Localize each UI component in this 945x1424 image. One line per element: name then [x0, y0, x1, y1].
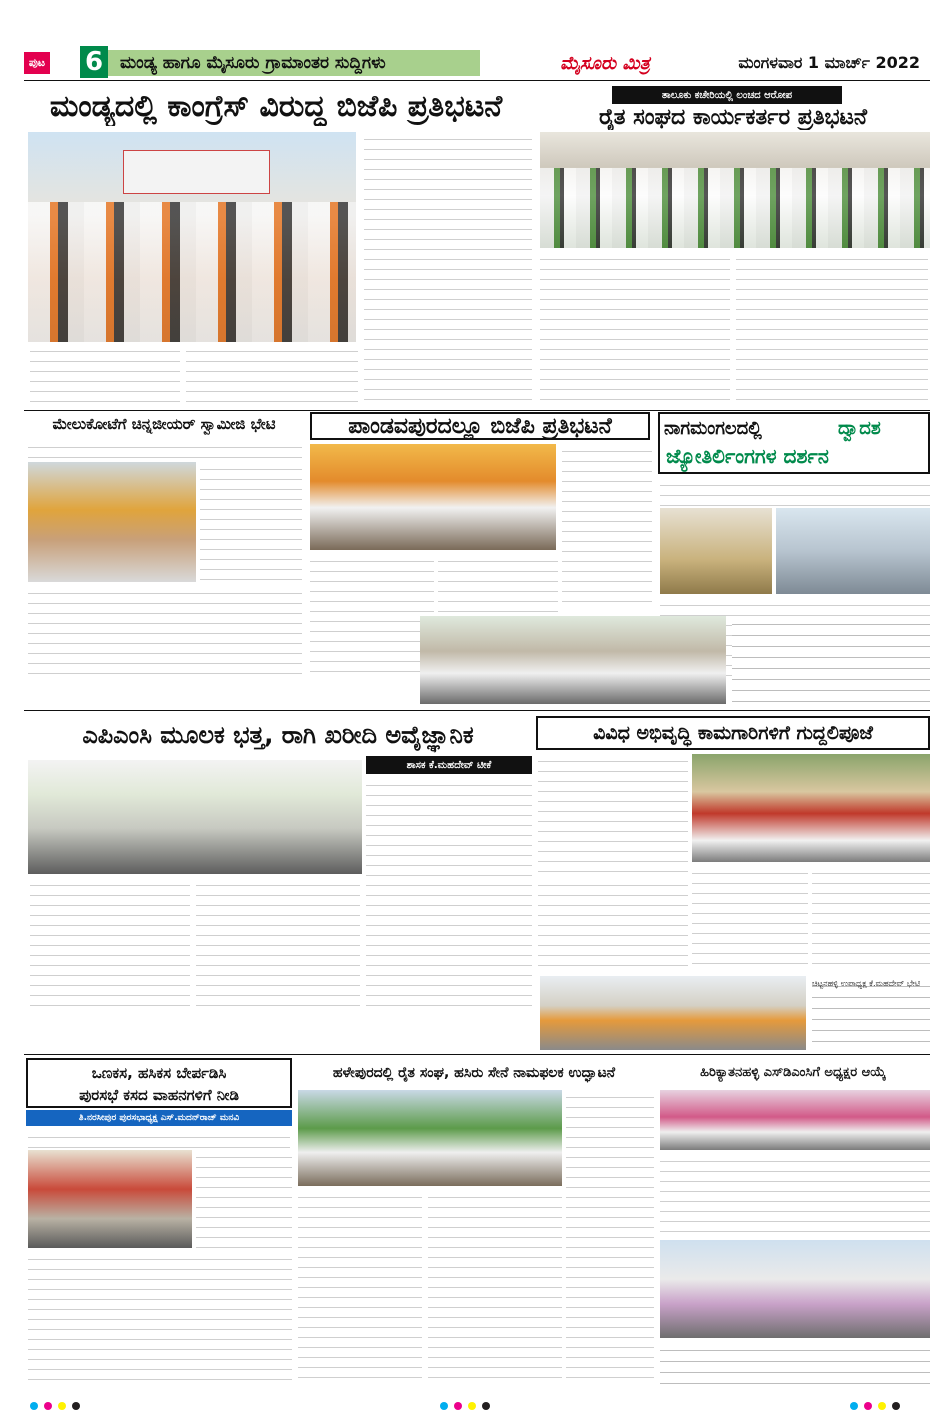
- registration-marks: [440, 1402, 490, 1410]
- page-number: 6: [80, 46, 108, 78]
- story-text: [30, 878, 190, 1014]
- story-text: [28, 440, 302, 458]
- photo-halepura: [298, 1090, 562, 1186]
- yellow-dot: [58, 1402, 66, 1410]
- crowd: [540, 168, 930, 248]
- photo-caption: [732, 616, 930, 704]
- crowd: [28, 202, 356, 342]
- headline-part: ಜ್ಯೋತಿರ್ಲಿಂಗಗಳ ದರ್ಶನ: [666, 444, 829, 468]
- story-text: [196, 878, 360, 1014]
- divider: [24, 1054, 930, 1055]
- magenta-dot: [864, 1402, 872, 1410]
- story-text: [538, 754, 688, 874]
- photo-waste-vehicles: [28, 1150, 192, 1248]
- tag-mahadev: ಶಾಸಕ ಕೆ.ಮಹದೇವ್ ಟೀಕೆ: [366, 756, 532, 774]
- photo-srirangapatna: [420, 616, 726, 704]
- story-text: [298, 1190, 422, 1386]
- photo-sdmc: [660, 1090, 930, 1150]
- story-text: [562, 444, 652, 610]
- story-text: [310, 554, 434, 676]
- cyan-dot: [30, 1402, 38, 1410]
- story-text: [660, 1154, 930, 1236]
- photo-gudlipooje: [692, 754, 930, 862]
- photo-anganwadi: [660, 1240, 930, 1338]
- photo-swamiji: [28, 462, 196, 582]
- headline-part: ದ್ವಾದಶ: [838, 418, 881, 439]
- page-label: ಪುಟ: [24, 52, 50, 74]
- headline-gudlipooje: ವಿವಿಧ ಅಭಿವೃದ್ಧಿ ಕಾಮಗಾರಿಗಳಿಗೆ ಗುದ್ದಲಿಪೂಜೆ: [593, 722, 873, 744]
- story-text: [196, 1150, 292, 1248]
- headline-part: ಒಣಕಸ, ಹಸಿಕಸ ಬೇರ್ಪಡಿಸಿ: [91, 1064, 227, 1082]
- story-text: [540, 252, 730, 408]
- photo-caption: ಚಿಟ್ಟನಹಳ್ಳಿ ಉಪಾಧ್ಯಕ್ಷ ಕೆ.ಮಹದೇವ್ ಭೇಟಿ: [812, 978, 930, 1048]
- story-text: [366, 778, 532, 1014]
- story-text: [566, 1090, 654, 1386]
- yellow-dot: [878, 1402, 886, 1410]
- photo-caption: [660, 1342, 930, 1386]
- kicker-bribe: ತಾಲೂಕು ಕಚೇರಿಯಲ್ಲಿ ಲಂಚದ ಆರೋಪ: [612, 86, 842, 104]
- story-text: [660, 478, 930, 506]
- story-text: [186, 344, 358, 408]
- issue-date: ಮಂಗಳವಾರ 1 ಮಾರ್ಚ್ 2022: [738, 53, 920, 72]
- black-dot: [72, 1402, 80, 1410]
- cyan-dot: [440, 1402, 448, 1410]
- headline-box-waste: [26, 1058, 292, 1108]
- headline-pandavapura: ಪಾಂಡವಪುರದಲ್ಲೂ ಬಿಜೆಪಿ ಪ್ರತಿಭಟನೆ: [310, 412, 650, 440]
- yellow-dot: [468, 1402, 476, 1410]
- story-text: [28, 1252, 292, 1386]
- magenta-dot: [454, 1402, 462, 1410]
- headline-mandya-protest: ಮಂಡ್ಯದಲ್ಲಿ ಕಾಂಗ್ರೆಸ್ ವಿರುದ್ಧ ಬಿಜೆಪಿ ಪ್ರತಿಭಟನೆ: [49, 88, 503, 124]
- photo-raitha-protest: [540, 132, 930, 248]
- headline-part: ನಾಗಮಂಗಲದಲ್ಲಿ: [664, 418, 762, 439]
- story-text: [692, 866, 808, 972]
- story-text: [30, 344, 180, 408]
- photo-apmc-meeting: [28, 760, 362, 874]
- registration-marks: [850, 1402, 900, 1410]
- story-text: [428, 1190, 562, 1386]
- photo-temple: [776, 508, 930, 594]
- magenta-dot: [44, 1402, 52, 1410]
- headline-box-nagamangala: [658, 412, 930, 474]
- story-text: [538, 878, 688, 972]
- story-text: [364, 132, 532, 408]
- registration-marks: [30, 1402, 80, 1410]
- photo-pandavapura-protest: [310, 444, 556, 550]
- tag-madanraj: ತಿ.ನರಸೀಪುರ ಪುರಸಭಾಧ್ಯಕ್ಷ ಎಸ್.ಮದನ್‌ರಾಜ್ ಮನವಿ: [26, 1110, 292, 1126]
- banner: [123, 150, 270, 194]
- story-text: [28, 1130, 290, 1148]
- headline-part: ಪುರಸಭೆ ಕಸದ ವಾಹನಗಳಿಗೆ ನೀಡಿ: [79, 1086, 239, 1104]
- masthead-divider: [24, 80, 930, 81]
- headline-apmc: ಎಪಿಎಂಸಿ ಮೂಲಕ ಭತ್ತ, ರಾಗಿ ಖರೀದಿ ಅವೈಜ್ಞಾನಿಕ: [82, 721, 474, 749]
- divider: [24, 710, 930, 711]
- headline-box-gudli: [536, 716, 930, 750]
- headline-melukote: ಮೇಲುಕೋಟೆಗೆ ಚಿನ್ನಜೀಯರ್ ಸ್ವಾಮೀಜಿ ಭೇಟಿ: [52, 415, 276, 433]
- story-text: [28, 586, 302, 676]
- photo-lingas: [660, 508, 772, 594]
- newspaper-logo: ಮೈಸೂರು ಮಿತ್ರ: [560, 52, 650, 74]
- black-dot: [892, 1402, 900, 1410]
- story-text: [200, 462, 302, 582]
- story-text: [812, 866, 930, 972]
- section-title: ಮಂಡ್ಯ ಹಾಗೂ ಮೈಸೂರು ಗ್ರಾಮಾಂತರ ಸುದ್ದಿಗಳು: [108, 50, 480, 76]
- cyan-dot: [850, 1402, 858, 1410]
- photo-bjp-protest: [28, 132, 356, 342]
- headline-sdmc: ಹಿರಿಕ್ಯಾತನಹಳ್ಳಿ ಎಸ್‌ಡಿಎಂಸಿಗೆ ಅಧ್ಯಕ್ಷರ ಆಯ್ಕೆ: [700, 1064, 886, 1080]
- black-dot: [482, 1402, 490, 1410]
- headline-raitha-sangha: ರೈತ ಸಂಘದ ಕಾರ್ಯಕರ್ತರ ಪ್ರತಿಭಟನೆ: [598, 104, 868, 130]
- divider: [24, 410, 930, 411]
- photo-chittanahalli: [540, 976, 806, 1050]
- headline-halepura: ಹಳೇಪುರದಲ್ಲಿ ರೈತ ಸಂಘ, ಹಸಿರು ಸೇನೆ ನಾಮಫಲಕ ಉದ್ಘಾಟನೆ: [332, 1065, 616, 1081]
- story-text: [736, 252, 928, 408]
